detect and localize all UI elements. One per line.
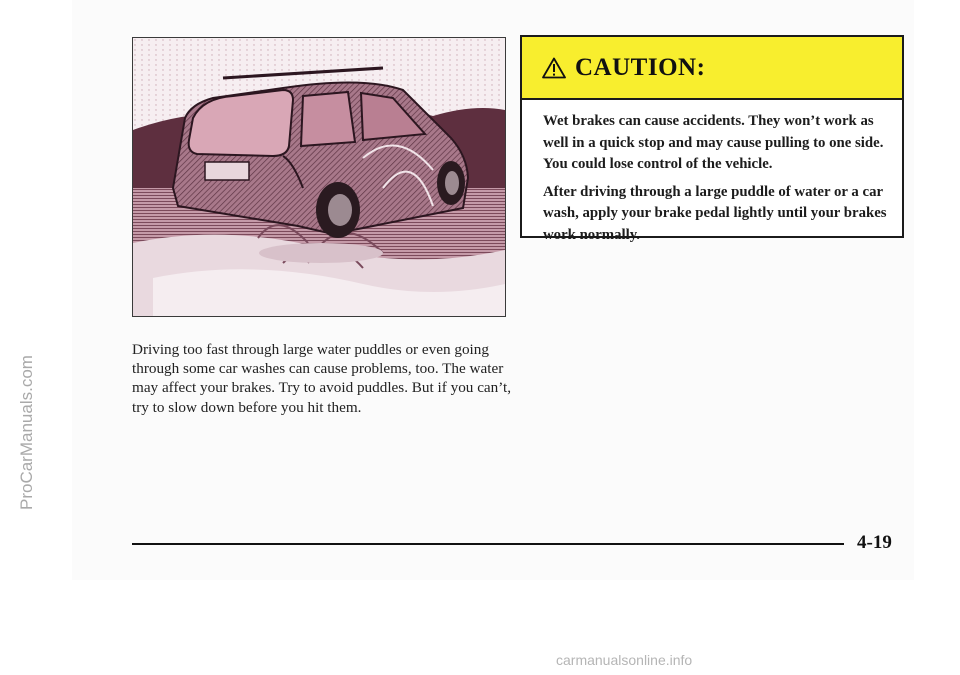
- caution-box: [520, 35, 904, 243]
- caution-paragraph-2: After driving through a large puddle of water or a car wash, apply your brake pedal lightly until your brakes work normally.: [543, 183, 887, 243]
- footer-watermark: carmanualsonline.info: [556, 652, 693, 668]
- side-watermark: [14, 150, 38, 510]
- side-watermark-text: ProCarManuals.com: [17, 355, 36, 510]
- caution-paragraph-1: Wet brakes can cause accidents. They won’t work as well in a quick stop and may cause pulling to one side. You could lose control of the vehicle.: [543, 113, 884, 172]
- warning-triangle-icon: [542, 57, 566, 79]
- minivan-puddle-illustration: [132, 37, 506, 317]
- page-number: 4-19: [857, 532, 892, 553]
- footer-rule: [132, 543, 844, 545]
- body-paragraph: Driving too fast through large water puddles or even going through some car washes can cause problems, too. The water may affect your brakes. Try to avoid puddles. But if you can’t, try to slow down before you hit them.: [132, 341, 512, 416]
- caution-header: [522, 37, 902, 100]
- caution-title: CAUTION:: [575, 53, 706, 81]
- caution-body: [522, 100, 902, 246]
